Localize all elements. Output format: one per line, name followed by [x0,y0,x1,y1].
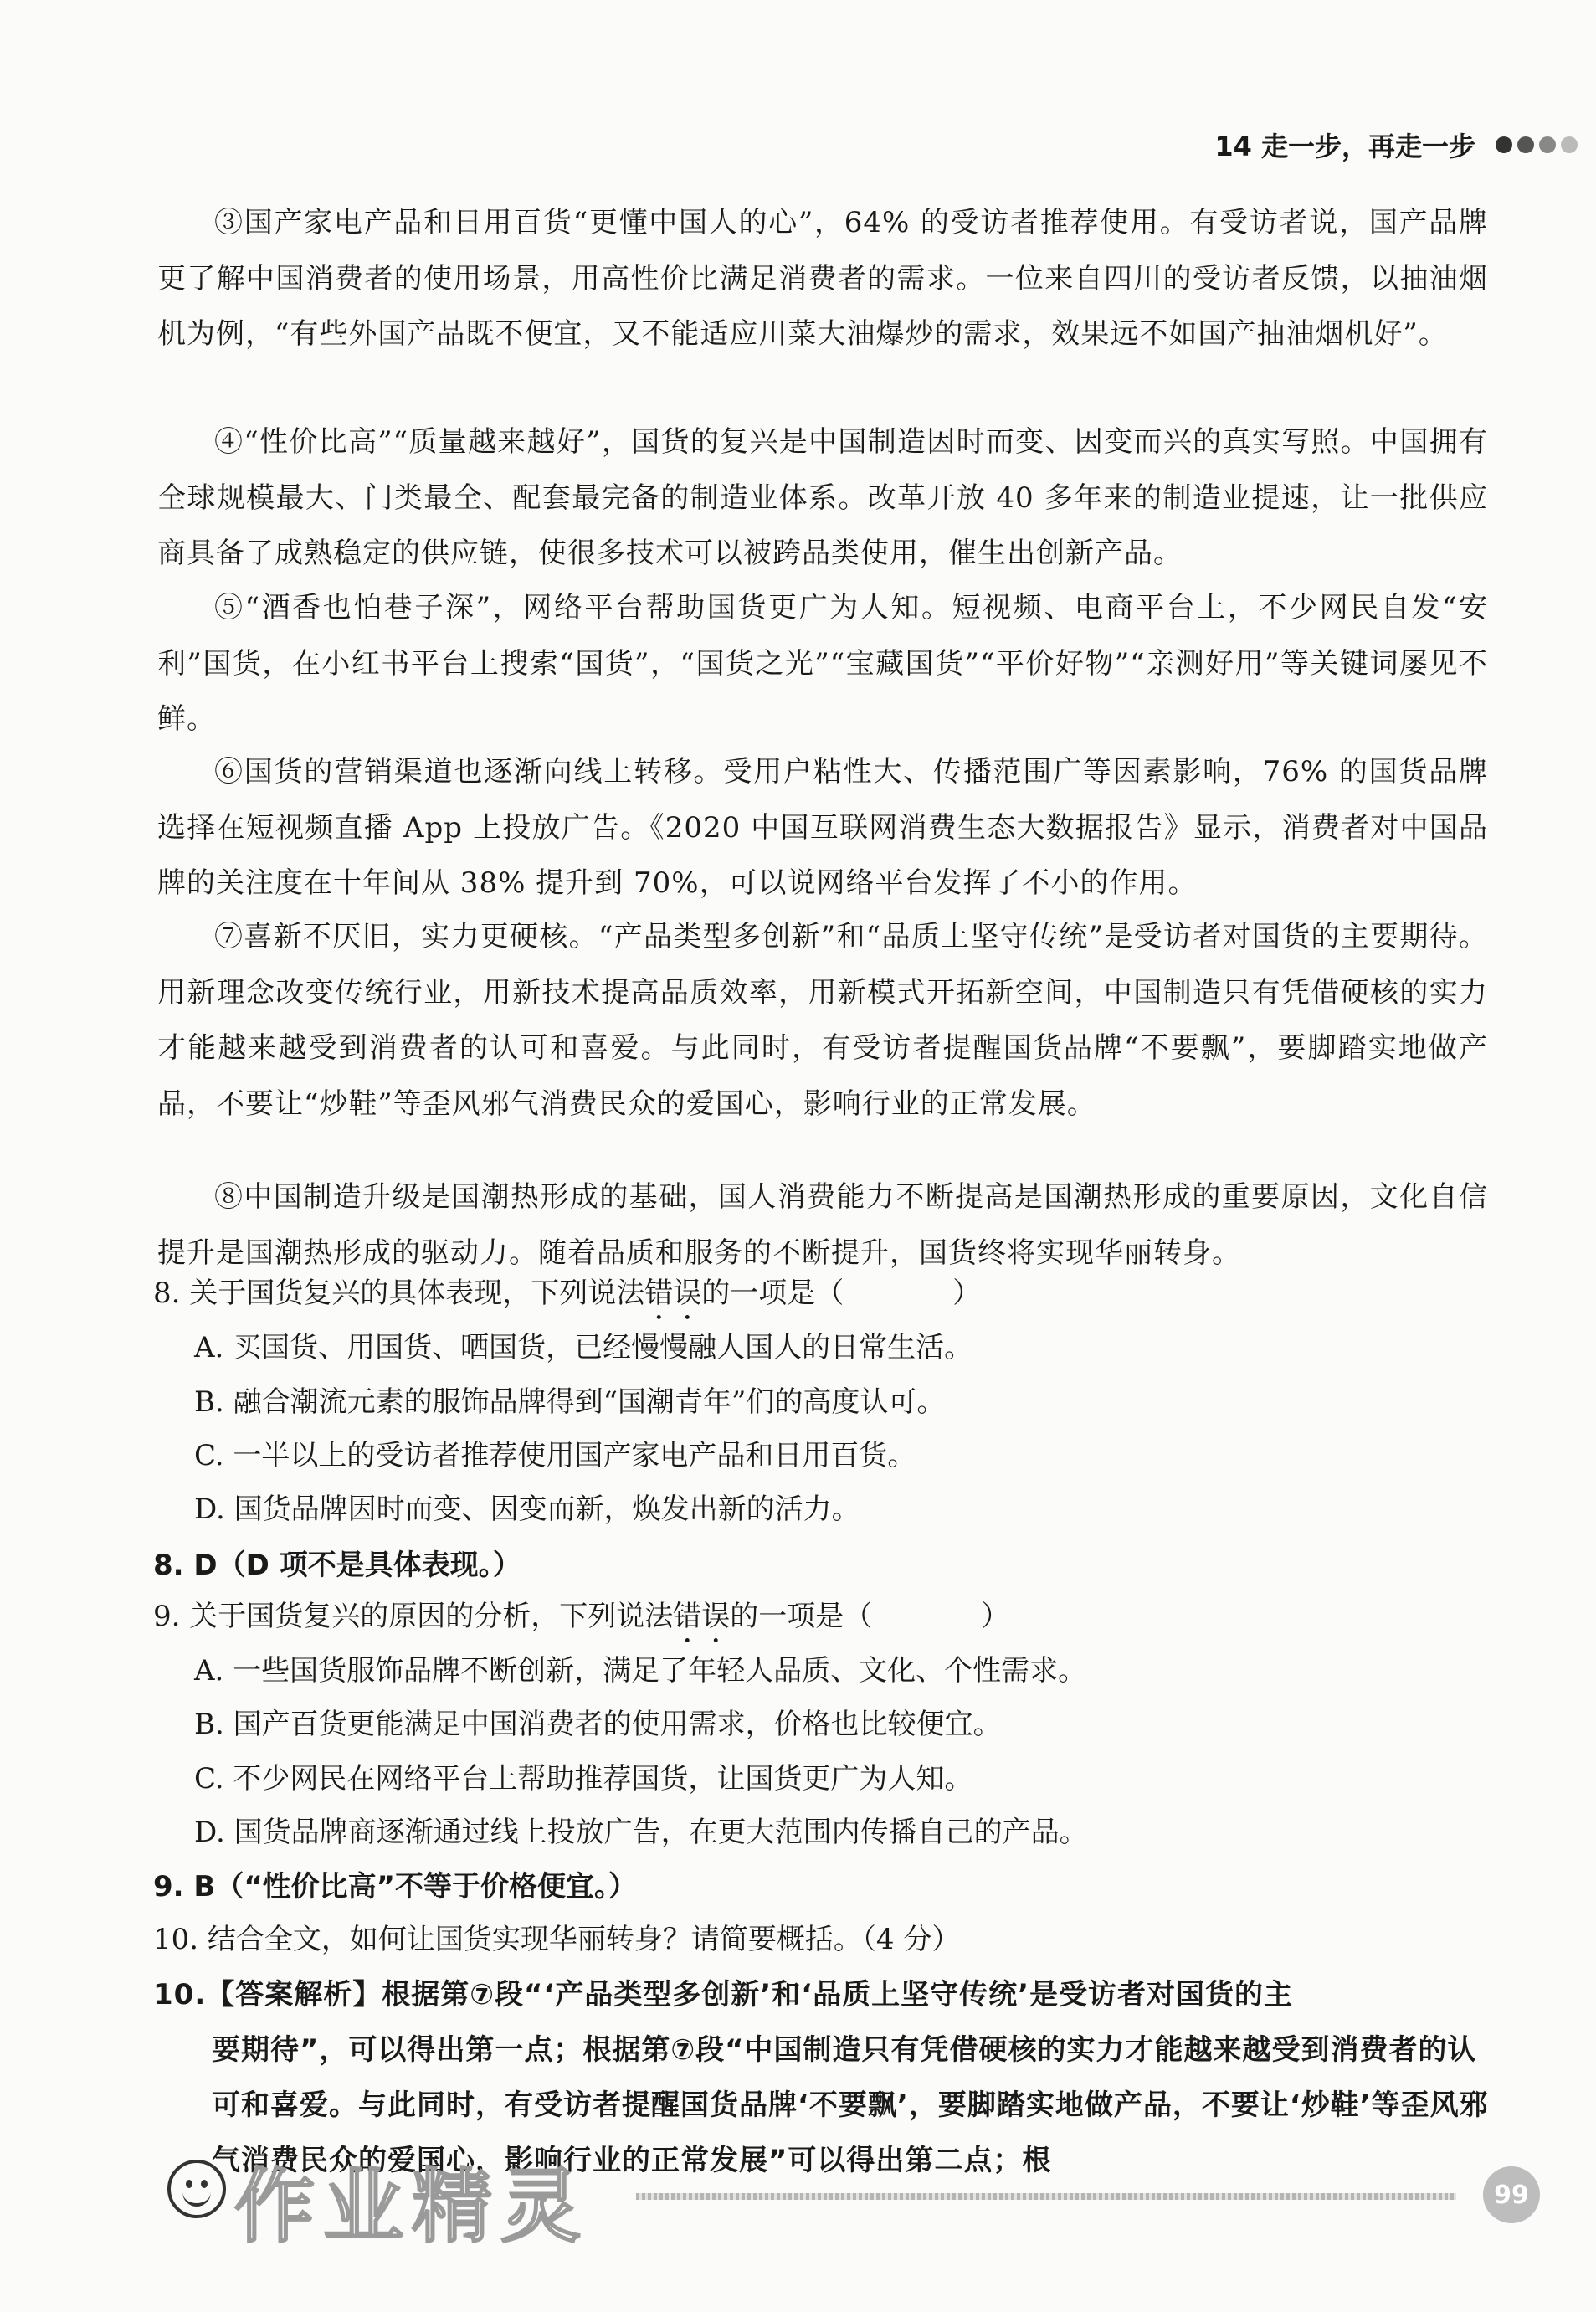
header-dots [1496,136,1578,153]
paragraph-4: ④“性价比高”“质量越来越好”，国货的复兴是中国制造因时而变、因变而兴的真实写照。中国拥有全球规模最大、门类最全、配套最完备的制造业体系。改革开放 40 多年来的制造业提速，让一批供应商具备了成熟稳定的供应链，使很多技术可以被跨品类使用，催生出创新产品。 [157,425,1488,570]
paragraph-3: ③国产家电产品和日用百货“更懂中国人的心”，64% 的受访者推荐使用。有受访者说，国产品牌更了解中国消费者的使用场景，用高性价比满足消费者的需求。一位来自四川的受访者反馈，以抽油烟机为例，“有些外国产品既不便宜，又不能适应川菜大油爆炒的需求，效果远不如国产抽油烟机好”。 [157,206,1488,351]
page-header [1214,124,1578,166]
q10-explanation-rest: 要期待”，可以得出第一点；根据第⑦段“中国制造只有凭借硬核的实力才能越来越受到消费者的认可和喜爱。与此同时，有受访者提醒国货品牌‘不要飘’，要脚踏实地做产品，不要让‘炒鞋’等歪风邪气消费民众的爱国心，影响行业的正常发展”可以得出第二点；根 [212,2033,1489,2177]
paragraph-8: ⑧中国制造升级是国潮热形成的基础，国人消费能力不断提高是国潮热形成的重要原因，文化自信提升是国潮热形成的驱动力。随着品质和服务的不断提升，国货终将实现华丽转身。 [157,1180,1488,1270]
q9-option-d: D. 国货品牌商逐渐通过线上投放广告，在更大范围内传播自己的产品。 [194,1816,1088,1849]
page-footer [167,2143,1573,2253]
paragraph-6: ⑥国货的营销渠道也逐渐向线上转移。受用户粘性大、传播范围广等因素影响，76% 的国货品牌选择在短视频直播 App 上投放广告。《2020 中国互联网消费生态大数据报告》显示，消费者对中国品牌的关注度在十年间从 38% 提升到 70%，可以说网络平台发挥了不小的作用。 [157,755,1488,900]
watermark: 作业精灵 [234,2160,589,2253]
q9-option-a: A. 一些国货服饰品牌不断创新，满足了年轻人品质、文化、个性需求。 [194,1654,1087,1688]
emphasis-wrong: 错误 [644,1277,702,1310]
emphasis-wrong: 错误 [673,1600,731,1633]
header-dot-4 [1561,136,1578,153]
header-dot-3 [1539,136,1556,153]
question-8-stem: 8. 关于国货复兴的具体表现，下列说法错误的一项是（ ） [153,1277,982,1310]
header-dot-1 [1496,136,1512,153]
q8-option-c: C. 一半以上的受访者推荐使用国产家电产品和日用百货。 [194,1439,916,1472]
q9-option-c: C. 不少网民在网络平台上帮助推荐国货，让国货更广为人知。 [194,1762,973,1796]
paragraph-5: ⑤“酒香也怕巷子深”，网络平台帮助国货更广为人知。短视频、电商平台上，不少网民自发“安利”国货，在小红书平台上搜索“国货”，“国货之光”“宝藏国货”“平价好物”“亲测好用”等关键词屡见不鲜。 [157,591,1488,736]
q10-explanation-first: 10.【答案解析】根据第⑦段“‘产品类型多创新’和‘品质上坚守传统’是受访者对国货的主 [153,1978,1294,2011]
q9-answer: 9. B（“性价比高”不等于价格便宜。） [153,1870,638,1904]
paragraph-7: ⑦喜新不厌旧，实力更硬核。“产品类型多创新”和“品质上坚守传统”是受访者对国货的主要期待。用新理念改变传统行业，用新技术提高品质效率，用新模式开拓新空间，中国制造只有凭借硬核的实力才能越来越受到消费者的认可和喜爱。与此同时，有受访者提醒国货品牌“不要飘”，要脚踏实地做产品，不要让“炒鞋”等歪风邪气消费民众的爱国心，影响行业的正常发展。 [157,920,1488,1121]
q8-option-b: B. 融合潮流元素的服饰品牌得到“国潮青年”们的高度认可。 [194,1385,946,1419]
q9-option-b: B. 国产百货更能满足中国消费者的使用需求，价格也比较便宜。 [194,1708,1002,1741]
question-9-stem: 9. 关于国货复兴的原因的分析，下列说法错误的一项是（ ） [153,1600,1010,1633]
lesson-title: 14 走一步，再走一步 [1214,131,1475,162]
q8-option-a: A. 买国货、用国货、晒国货，已经慢慢融人国人的日常生活。 [194,1331,973,1364]
q8-answer: 8. D（D 项不是具体表现。） [153,1549,521,1582]
question-10-stem: 10. 结合全文，如何让国货实现华丽转身？请简要概括。（4 分） [153,1923,961,1956]
page-number: 99 [1483,2166,1540,2223]
footer-divider [636,2193,1456,2200]
smiley-icon [167,2160,226,2218]
q8-option-d: D. 国货品牌因时而变、因变而新，焕发出新的活力。 [194,1493,860,1526]
header-dot-2 [1517,136,1534,153]
